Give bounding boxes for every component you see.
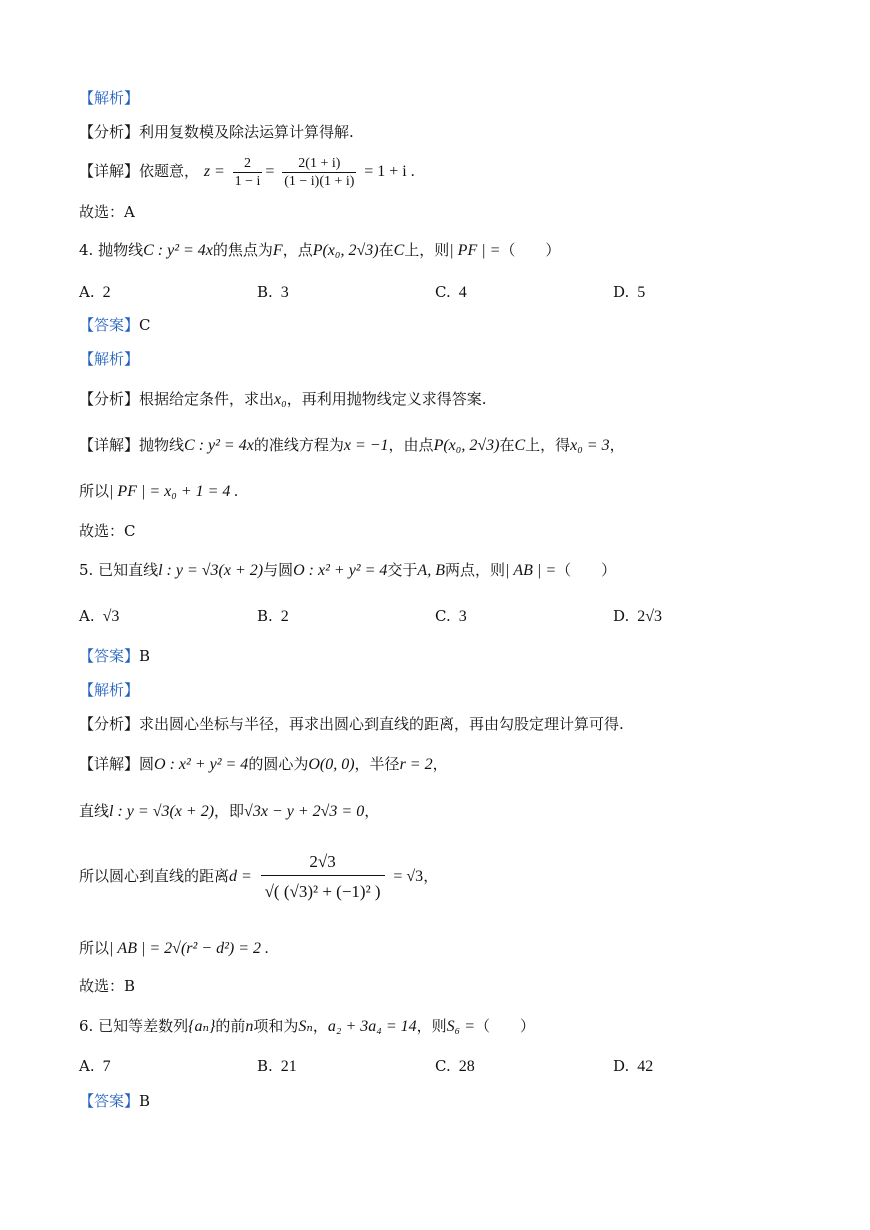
- q6-option-d: [613, 1056, 653, 1077]
- stem-text: 上，则: [404, 241, 450, 259]
- q5-stem: [79, 560, 616, 581]
- ab-result: | AB | = 2√(r² − d²) = 2 .: [109, 940, 270, 957]
- xiangjie-text: ，半径: [354, 755, 400, 773]
- q5-fenxi: [79, 714, 624, 734]
- q3-jiexi-heading: [79, 88, 139, 108]
- fenxi-tag: 【分析】: [79, 123, 140, 141]
- circle-O: O : x² + y² = 4: [154, 756, 249, 773]
- answer-blank: （ ）: [475, 1017, 536, 1035]
- x0: x₀: [274, 391, 287, 408]
- q5-option-b: [257, 606, 289, 627]
- option-label: B.: [257, 1057, 273, 1075]
- stem-text: 项和为: [253, 1017, 299, 1035]
- xiangjie-text: ，: [432, 755, 448, 773]
- option-label: C.: [435, 1057, 451, 1075]
- xiangjie-text: 在: [499, 436, 515, 454]
- line-text: 直线: [79, 802, 110, 820]
- z-result: = 1 + i .: [364, 163, 415, 180]
- option-value: 7: [102, 1058, 111, 1075]
- q6-number: 6. 已知等差数列: [79, 1017, 189, 1035]
- q3-xiangjie: 【详解】依题意， z = $\frac{2}{1 - i}$ = $\frac{2(1 + i)}{(1 - i)(1 + i)}$ = 1 + i .: [79, 155, 415, 189]
- option-label: C.: [435, 607, 451, 625]
- fenxi-tag: 【分析】: [79, 715, 140, 733]
- focus-F: F: [272, 242, 283, 259]
- q6-option-a: [79, 1056, 111, 1077]
- q5-answer-line: 故选：B: [79, 977, 136, 995]
- curve-C: C: [514, 437, 526, 454]
- distance-text: ，: [423, 867, 439, 885]
- point-P: P(x₀, 2√3): [433, 437, 500, 454]
- answer-value: B: [139, 1092, 151, 1110]
- q5-ab: [79, 938, 269, 959]
- jiexi-tag: 【解析】: [79, 89, 140, 107]
- option-label: D.: [613, 283, 630, 301]
- answer-value: C: [139, 316, 151, 334]
- fraction-1-denominator: 1 − i: [234, 173, 261, 189]
- answer-tag: 【答案】: [79, 647, 140, 665]
- curve-C: C: [393, 242, 405, 259]
- radius: r = 2: [399, 756, 433, 773]
- q4-answer: [79, 315, 151, 335]
- stem-text: ，则: [416, 1017, 447, 1035]
- option-label: D.: [613, 607, 630, 625]
- q6-option-b: [257, 1056, 297, 1077]
- q6-option-c: [435, 1056, 475, 1077]
- stem-text: ，点: [282, 241, 313, 259]
- q5-option-a: [79, 606, 119, 627]
- option-label: A.: [79, 607, 95, 625]
- option-value: 2: [280, 608, 289, 625]
- fenxi-text: 求出圆心坐标与半径，再求出圆心到直线的距离，再由勾股定理计算可得.: [139, 715, 624, 733]
- q5-line2: [79, 801, 379, 822]
- distance-d: d =: [229, 868, 252, 885]
- option-label: B.: [257, 283, 273, 301]
- xiangjie-text: 圆: [139, 755, 155, 773]
- q4-option-d: [613, 282, 645, 303]
- q6-answer: [79, 1091, 150, 1111]
- stem-text: ，: [312, 1017, 328, 1035]
- point-P: P(x₀, 2√3): [312, 242, 379, 259]
- q3-fenxi: [79, 122, 354, 142]
- q6-stem: [79, 1016, 535, 1037]
- q5-option-c: [435, 606, 467, 627]
- xiangjie-text: 的准线方程为: [253, 436, 344, 454]
- answer-value: B: [139, 647, 151, 665]
- stem-text: 交于: [387, 561, 418, 579]
- option-label: D.: [613, 1057, 630, 1075]
- q5-jiexi-heading: [79, 680, 139, 700]
- ask-S6: S₆ =: [446, 1018, 475, 1035]
- answer-blank: （ ）: [500, 241, 561, 259]
- line-l: l : y = √3(x + 2): [109, 803, 215, 820]
- xiangjie-lead: 依题意，: [139, 162, 200, 180]
- q4-stem: [79, 240, 560, 261]
- ask-PF: | PF | =: [449, 242, 501, 259]
- fenxi-text: ，再利用抛物线定义求得答案.: [286, 390, 487, 408]
- answer-tag: 【答案】: [79, 1092, 140, 1110]
- q5-option-d: [613, 606, 662, 627]
- xiangjie-text: ，由点: [388, 436, 434, 454]
- z-equals: z =: [203, 163, 225, 180]
- q4-option-b: [257, 282, 289, 303]
- option-value: 2√3: [637, 608, 663, 625]
- option-value: 2: [102, 284, 111, 301]
- jiexi-tag: 【解析】: [79, 350, 140, 368]
- sequence-a: {aₙ}: [188, 1018, 216, 1035]
- answer-tag: 【答案】: [79, 316, 140, 334]
- option-label: B.: [257, 607, 273, 625]
- q5-number: 5. 已知直线: [79, 561, 159, 579]
- q4-xiangjie: [79, 435, 625, 456]
- Sn: Sₙ: [298, 1018, 313, 1035]
- fenxi-text: 根据给定条件，求出: [139, 390, 275, 408]
- parabola-equation: C : y² = 4x: [143, 242, 213, 259]
- q4-jiexi-heading: [79, 349, 139, 369]
- line-text: ，: [364, 802, 380, 820]
- suoyi-text: 所以: [79, 482, 110, 500]
- xiangjie-tag: 【详解】: [79, 755, 140, 773]
- distance-denominator: √( (√3)² + (−1)² ): [264, 881, 381, 901]
- line-l: l : y = √3(x + 2): [158, 562, 264, 579]
- q4-number: 4. 抛物线: [79, 241, 144, 259]
- stem-text: 与圆: [263, 561, 294, 579]
- q5-xiangjie: [79, 754, 448, 775]
- center-O: O(0, 0): [308, 756, 355, 773]
- q3-answer-line: 故选：A: [79, 203, 135, 221]
- directrix: x = −1: [343, 437, 389, 454]
- option-value: 5: [637, 284, 646, 301]
- fraction-1-numerator: 2: [233, 155, 263, 173]
- fraction-2-denominator: (1 − i)(1 + i): [284, 173, 355, 189]
- q4-answer-line: 故选：C: [79, 522, 136, 540]
- stem-text: 两点，则: [444, 561, 505, 579]
- q5-answer: [79, 646, 150, 666]
- q4-fenxi: [79, 389, 486, 410]
- option-value: 42: [637, 1058, 654, 1075]
- stem-text: 的前: [215, 1017, 246, 1035]
- fraction-2: [282, 155, 356, 190]
- distance-fraction: [261, 851, 385, 904]
- option-label: C.: [435, 283, 451, 301]
- line-general-form: √3x − y + 2√3 = 0: [244, 803, 365, 820]
- answer-blank: （ ）: [556, 561, 617, 579]
- stem-text: 的焦点为: [212, 241, 273, 259]
- line-text: ，即: [214, 802, 245, 820]
- xiangjie-text: ，: [609, 436, 625, 454]
- distance-text: 所以圆心到直线的距离: [79, 867, 230, 885]
- jiexi-tag: 【解析】: [79, 681, 140, 699]
- option-value: 3: [280, 284, 289, 301]
- option-value: 28: [458, 1058, 475, 1075]
- q4-option-a: [79, 282, 111, 303]
- option-value: 3: [458, 608, 467, 625]
- condition: a₂ + 3a₄ = 14: [327, 1018, 417, 1035]
- xiangjie-text: 的圆心为: [248, 755, 309, 773]
- fenxi-tag: 【分析】: [79, 390, 140, 408]
- x0-result: x₀ = 3: [570, 437, 610, 454]
- distance-numerator: 2√3: [261, 851, 385, 876]
- circle-O: O : x² + y² = 4: [293, 562, 388, 579]
- stem-text: 在: [378, 241, 394, 259]
- xiangjie-tag: 【详解】: [79, 436, 140, 454]
- xiangjie-tag: 【详解】: [79, 162, 140, 180]
- fraction-1: [233, 155, 263, 190]
- pf-result: | PF | = x₀ + 1 = 4 .: [109, 483, 239, 500]
- fraction-2-numerator: 2(1 + i): [282, 155, 356, 173]
- option-label: A.: [79, 283, 95, 301]
- option-value: 4: [458, 284, 467, 301]
- q5-distance: [79, 845, 438, 908]
- xiangjie-text: 上，得: [525, 436, 571, 454]
- q4-option-c: [435, 282, 467, 303]
- n: n: [245, 1018, 254, 1035]
- fenxi-text: 利用复数模及除法运算计算得解.: [139, 123, 354, 141]
- xiangjie-text: 抛物线: [139, 436, 185, 454]
- ab-text: 所以: [79, 939, 110, 957]
- option-label: A.: [79, 1057, 95, 1075]
- distance-result: = √3: [393, 868, 424, 885]
- points-AB: A, B: [417, 562, 445, 579]
- parabola-equation: C : y² = 4x: [184, 437, 254, 454]
- option-value: √3: [102, 608, 120, 625]
- ask-AB: | AB | =: [504, 562, 557, 579]
- option-value: 21: [280, 1058, 297, 1075]
- q4-suoyi: [79, 481, 238, 502]
